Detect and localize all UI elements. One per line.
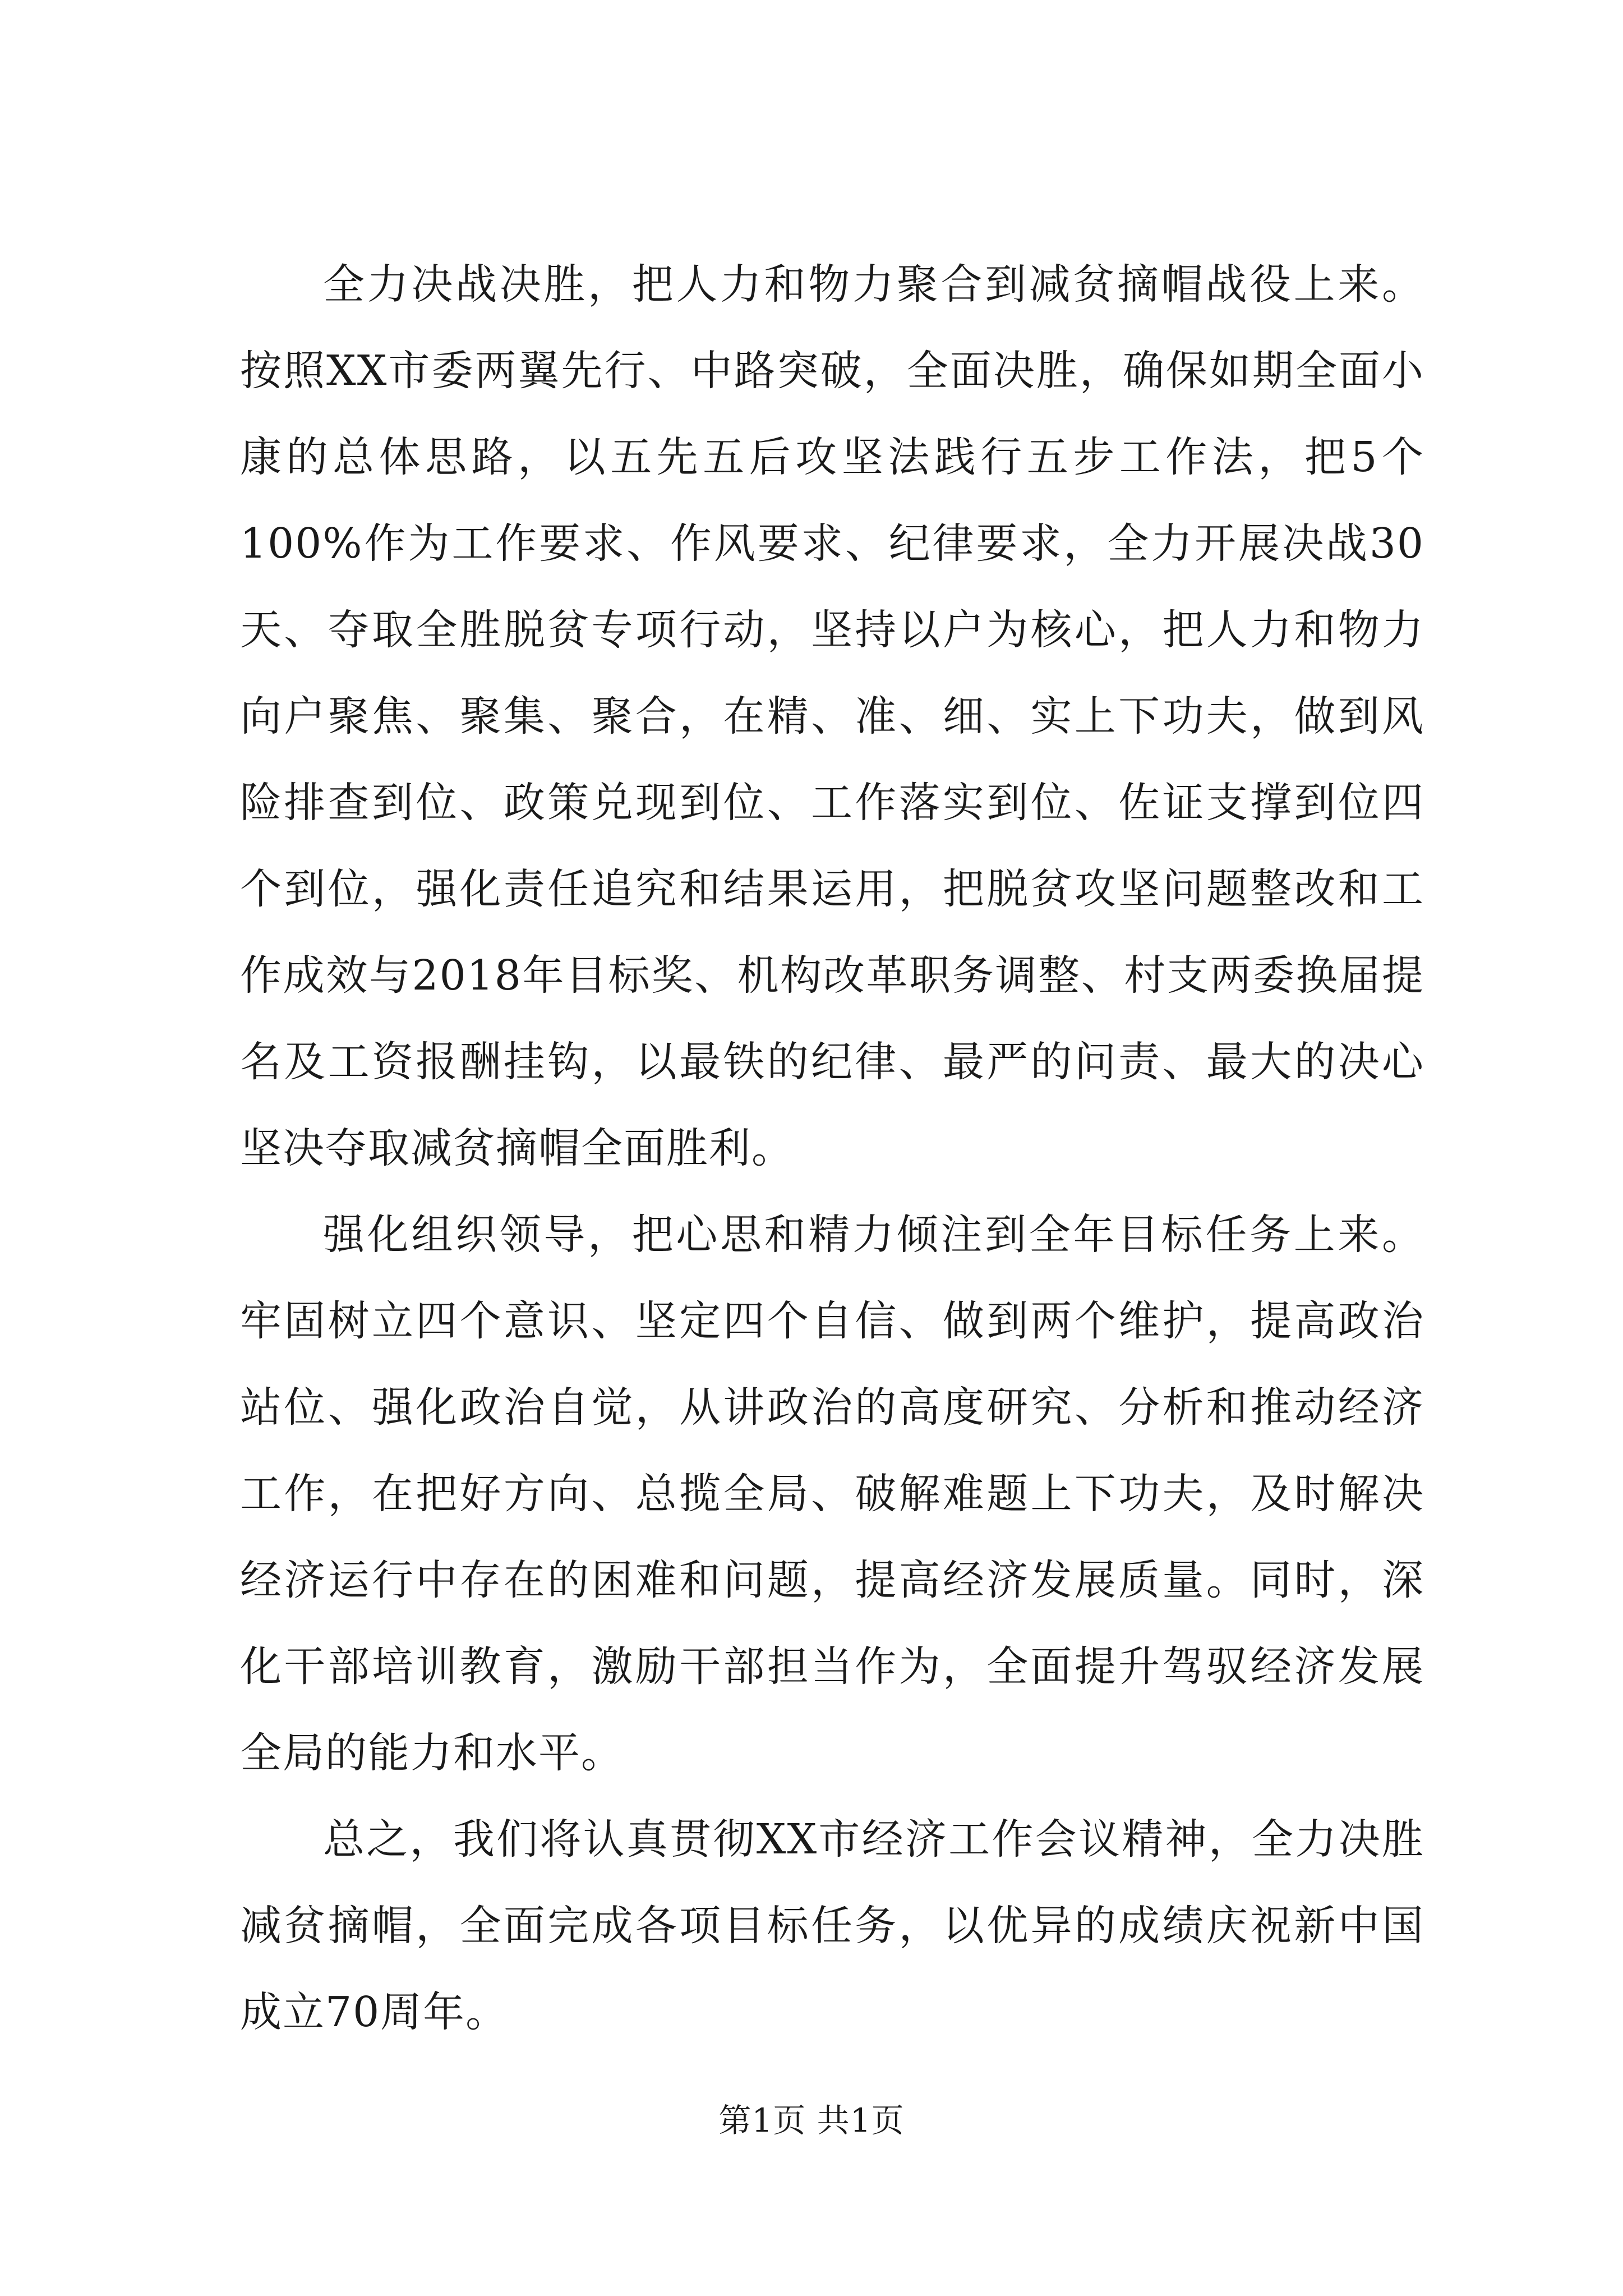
paragraph-1: 全力决战决胜，把人力和物力聚合到减贫摘帽战役上来。按照XX市委两翼先行、中路突破，全面决胜，确保如期全面小康的总体思路，以五先五后攻坚法践行五步工作法，把5个100%作为工作要求、作风要求、纪律要求，全力开展决战30天、夺取全胜脱贫专项行动，坚持以户为核心，把人力和物力向户聚焦、聚集、聚合，在精、准、细、实上下功夫，做到风险排查到位、政策兑现到位、工作落实到位、佐证支撑到位四个到位，强化责任追究和结果运用，把脱贫攻坚问题整改和工作成效与2018年目标奖、机构改革职务调整、村支两委换届提名及工资报酬挂钩，以最铁的纪律、最严的问责、最大的决心坚决夺取减贫摘帽全面胜利。 <box>240 260 1424 1172</box>
document-body <box>240 241 1424 2055</box>
paragraph-2: 强化组织领导，把心思和精力倾注到全年目标任务上来。牢固树立四个意识、坚定四个自信、做到两个维护，提高政治站位、强化政治自觉，从讲政治的高度研究、分析和推动经济工作，在把好方向、总揽全局、破解难题上下功夫，及时解决经济运行中存在的困难和问题，提高经济发展质量。同时，深化干部培训教育，激励干部担当作为，全面提升驾驭经济发展全局的能力和水平。 <box>240 1211 1424 1777</box>
paragraph-3: 总之，我们将认真贯彻XX市经济工作会议精神，全力决胜减贫摘帽，全面完成各项目标任务，以优异的成绩庆祝新中国成立70周年。 <box>240 1815 1424 2036</box>
page-number-footer: 第1页 共1页 <box>718 2101 905 2139</box>
